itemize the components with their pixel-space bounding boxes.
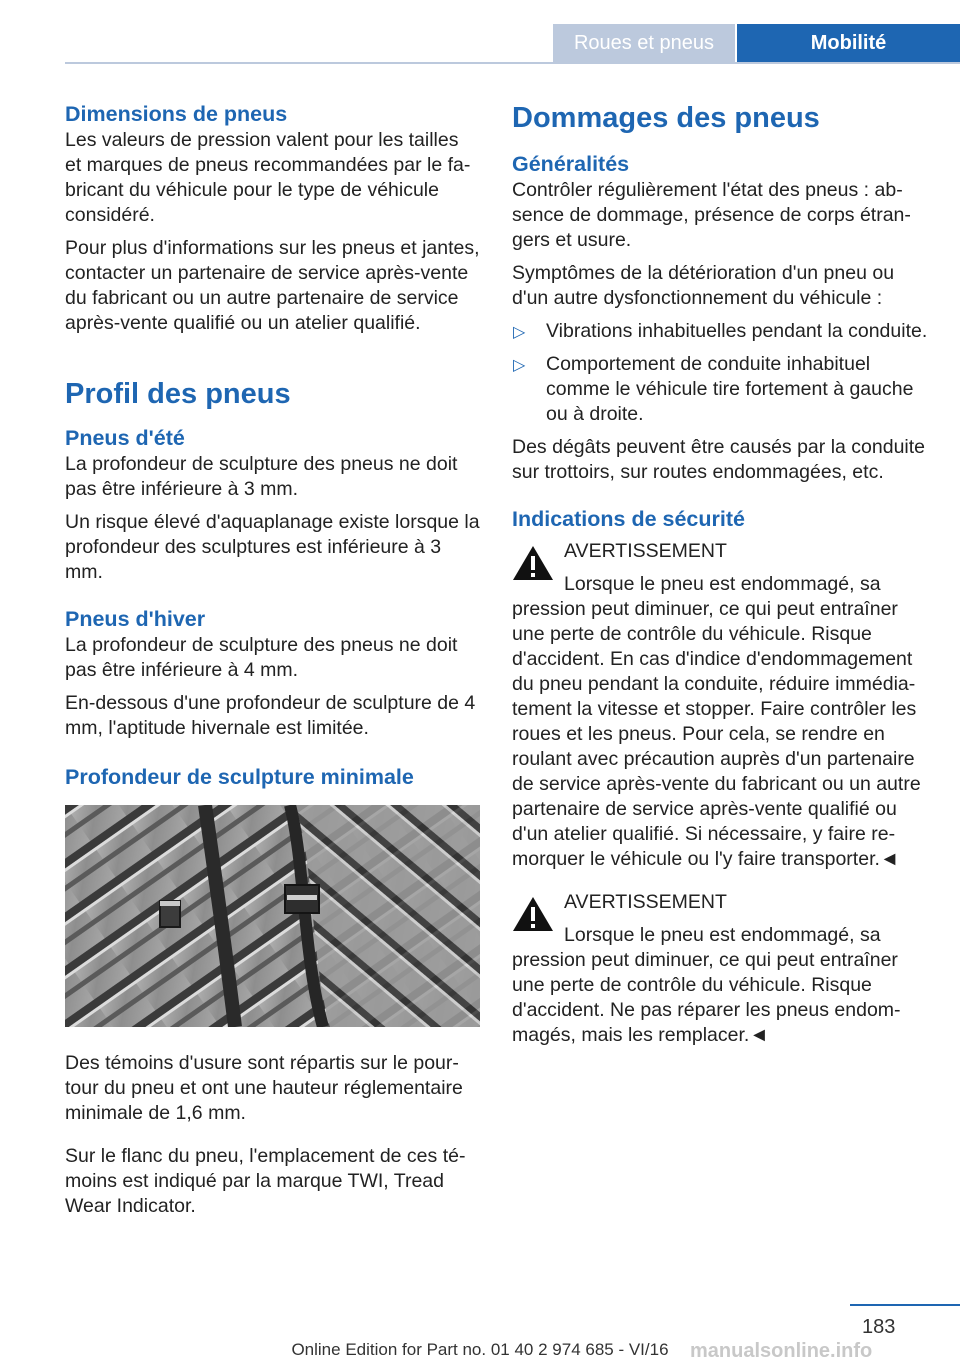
ete-paragraph-1: La profondeur de sculpture des pneus ne doit pas être inférieure à 3 mm. [65,453,458,500]
list-item [512,352,928,427]
minimale-heading: Profondeur de sculpture minimale [65,765,414,789]
generalites-paragraph-1: Contrôler régulièrement l'état des pneus : absence de dommage, présence de corps étrangers et usure. [512,179,911,251]
profil-heading: Profil des pneus [65,378,291,410]
warning-2-text [512,923,928,1048]
warning-1-text [512,572,928,872]
hiver-paragraph-2: En-dessous d'une profondeur de sculpture de 4 mm, l'aptitude hivernale est limitée. [65,692,476,739]
dimensions-paragraph-1: Les valeurs de pression valent pour les tailles et marques de pneus recommandées par le fabricant du véhicule pour le type de véhicule considéré. [65,129,471,226]
symptoms-list [512,319,928,427]
page-number: 183 [862,1316,896,1338]
ete-paragraph-2: Un risque élevé d'aquaplanage existe lorsque la profondeur des sculptures est inférieure à 3 mm. [65,511,480,583]
left-column [65,100,480,1227]
generalites-paragraph-2: Symptômes de la détérioration d'un pneu ou d'un autre dysfonctionnement du véhicule : [512,262,895,309]
degats-paragraph: Des dégâts peuvent être causés par la conduite sur trottoirs, sur routes endommagées, etc. [512,436,926,483]
edition-line: Online Edition for Part no. 01 40 2 974 685 - VI/16 [291,1340,669,1359]
header-section-label: Roues et pneus [573,31,715,54]
flanc-paragraph: Sur le flanc du pneu, l'emplacement de ces témoins est indiqué par la marque TWI, Tread Wear Indicator. [65,1145,466,1217]
tread-wear-indicator-photo [65,805,480,1027]
securite-heading: Indications de sécurité [512,507,745,531]
right-column [512,100,928,1056]
header-chapter-label: Mobilité [810,31,887,54]
list-item [512,319,928,344]
watermark: manualsonline.info [690,1340,873,1362]
warning-triangle-icon [512,545,554,581]
header-section-tab [553,24,735,62]
dimensions-heading: Dimensions de pneus [65,102,288,126]
triangle-bullet-icon: ▷ [513,357,526,374]
list-item-text: Comportement de conduite inhabituel comme le véhicule tire fortement à gauche ou à droite. [546,353,914,425]
warning-2-body: Lorsque le pneu est endommagé, sa pression peut diminuer, ce qui peut entraîner une perte de contrôle du véhicule. Risque d'accident. Ne pas réparer les pneus endommagés, mais les remplacer.◄ [512,924,901,1046]
hiver-paragraph-1: La profondeur de sculpture des pneus ne doit pas être inférieure à 4 mm. [65,634,458,681]
temoins-paragraph: Des témoins d'usure sont répartis sur le pourtour du pneu et ont une hauteur réglementaire minimale de 1,6 mm. [65,1052,463,1124]
header-rule [65,62,960,64]
header-chapter-tab [737,24,960,62]
warning-2-title: AVERTISSEMENT [564,891,727,913]
warning-block-2 [512,890,928,1048]
hiver-heading: Pneus d'hiver [65,607,206,631]
generalites-heading: Généralités [512,152,630,176]
dommages-heading: Dommages des pneus [512,102,820,134]
warning-1-title: AVERTISSEMENT [564,540,727,562]
warning-block-1 [512,539,928,872]
footer-rule [850,1304,960,1306]
triangle-bullet-icon: ▷ [513,324,526,341]
list-item-text: Vibrations inhabituelles pendant la conduite. [546,320,928,342]
warning-1-body: Lorsque le pneu est endommagé, sa pression peut diminuer, ce qui peut entraîner une perte de contrôle du véhicule. Risque d'accident. En cas d'indice d'endommagement du pneu pendant la conduite, réduire immédiatement la vitesse et stopper. Faire contrôler les roues et les pneus. Pour cela, se rendre en roulant avec précaution auprès d'un partenaire de service après-vente du fabricant ou un autre partenaire de service après-vente qualifié ou d'un atelier qualifié. Si nécessaire, y faire remorquer le véhicule ou l'y faire transporter.◄ [512,573,921,870]
ete-heading: Pneus d'été [65,426,185,450]
warning-triangle-icon [512,896,554,932]
dimensions-paragraph-2: Pour plus d'informations sur les pneus et jantes, contacter un partenaire de service après-vente du fabricant ou un autre partenaire de service après-vente qualifié ou un atelier qualifié. [65,237,480,334]
